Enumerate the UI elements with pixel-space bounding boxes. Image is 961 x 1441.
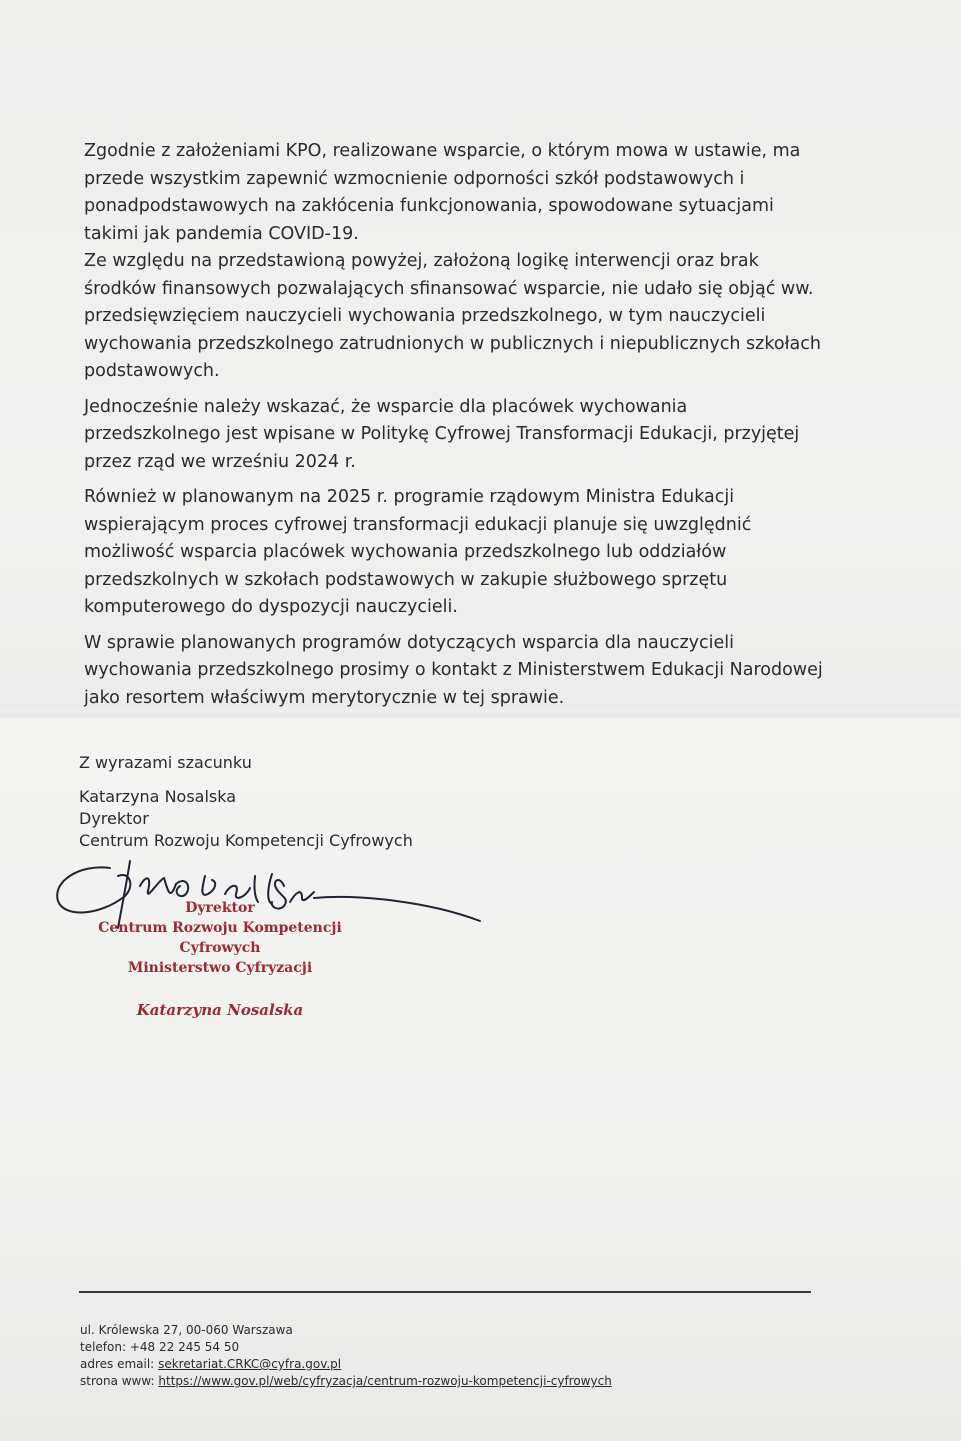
footer-www: strona www: https://www.gov.pl/web/cyfryzacja/centrum-rozwoju-kompetencji-cyfrowych (80, 1374, 612, 1388)
stamp-name: Katarzyna Nosalska (136, 1001, 304, 1019)
stamp-line-ministry: Ministerstwo Cyfryzacji (127, 960, 313, 976)
footer-divider (79, 1291, 811, 1293)
email-link[interactable]: sekretariat.CRKC@cyfra.gov.pl (158, 1357, 342, 1371)
signatory-position: Dyrektor (79, 809, 149, 828)
stamp-line-organization: Centrum Rozwoju Kompetencji Cyfrowych (98, 920, 342, 956)
stamp-line-position: Dyrektor (185, 900, 255, 916)
signatory-organization: Centrum Rozwoju Kompetencji Cyfrowych (79, 831, 413, 850)
footer-contact (80, 1322, 612, 1390)
closing-greeting: Z wyrazami szacunku (79, 753, 252, 772)
paragraph-contact: W sprawie planowanych programów dotyczących wsparcia dla nauczycieli wychowania przedszkolnego prosimy o kontakt z Ministerstwem Edukacji Narodowej jako resortem właściwym merytorycznie w tej sprawie. (84, 632, 823, 708)
footer-phone: telefon: +48 22 245 54 50 (80, 1340, 240, 1354)
website-link[interactable]: https://www.gov.pl/web/cyfryzacja/centrum-rozwoju-kompetencji-cyfrowych (158, 1374, 612, 1388)
closing-block (79, 752, 413, 852)
footer-address: ul. Królewska 27, 00-060 Warszawa (80, 1323, 293, 1337)
signatory-name: Katarzyna Nosalska (79, 787, 237, 806)
handwritten-signature (40, 846, 500, 936)
paragraph-program-2025: Również w planowanym na 2025 r. programie rządowym Ministra Edukacji wspierającym proces cyfrowej transformacji edukacji planuje się uwzględnić możliwość wsparcia placówek wychowania przedszkolnego lub oddziałów przedszkolnych w szkołach podstawowych w zakupie służbowego sprzętu komputerowego do dyspozycji nauczycieli. (84, 487, 752, 617)
footer-email: adres email: sekretariat.CRKC@cyfra.gov.pl (80, 1357, 342, 1371)
letter-body (84, 138, 824, 720)
paragraph-policy: Jednocześnie należy wskazać, że wsparcie dla placówek wychowania przedszkolnego jest wpisane w Politykę Cyfrowej Transformacji Edukacji, przyjętej przez rząd we wrześniu 2024 r. (84, 396, 800, 472)
paragraph-kpo: Zgodnie z założeniami KPO, realizowane wsparcie, o którym mowa w ustawie, ma przede wszystkim zapewnić wzmocnienie odporności szkół podstawowych i ponadpodstawowych na zakłócenia funkcjonowania, spowodowane sytuacjami takimi jak pandemia COVID-19. Ze względu na przedstawioną powyżej, założoną logikę interwencji oraz brak środków finansowych pozwalających sfinansować wsparcie, nie udało się objąć ww. przedsięwzięciem nauczycieli wychowania przedszkolnego, w tym nauczycieli wychowania przedszkolnego zatrudnionych w publicznych i niepublicznych szkołach podstawowych. (84, 141, 821, 381)
